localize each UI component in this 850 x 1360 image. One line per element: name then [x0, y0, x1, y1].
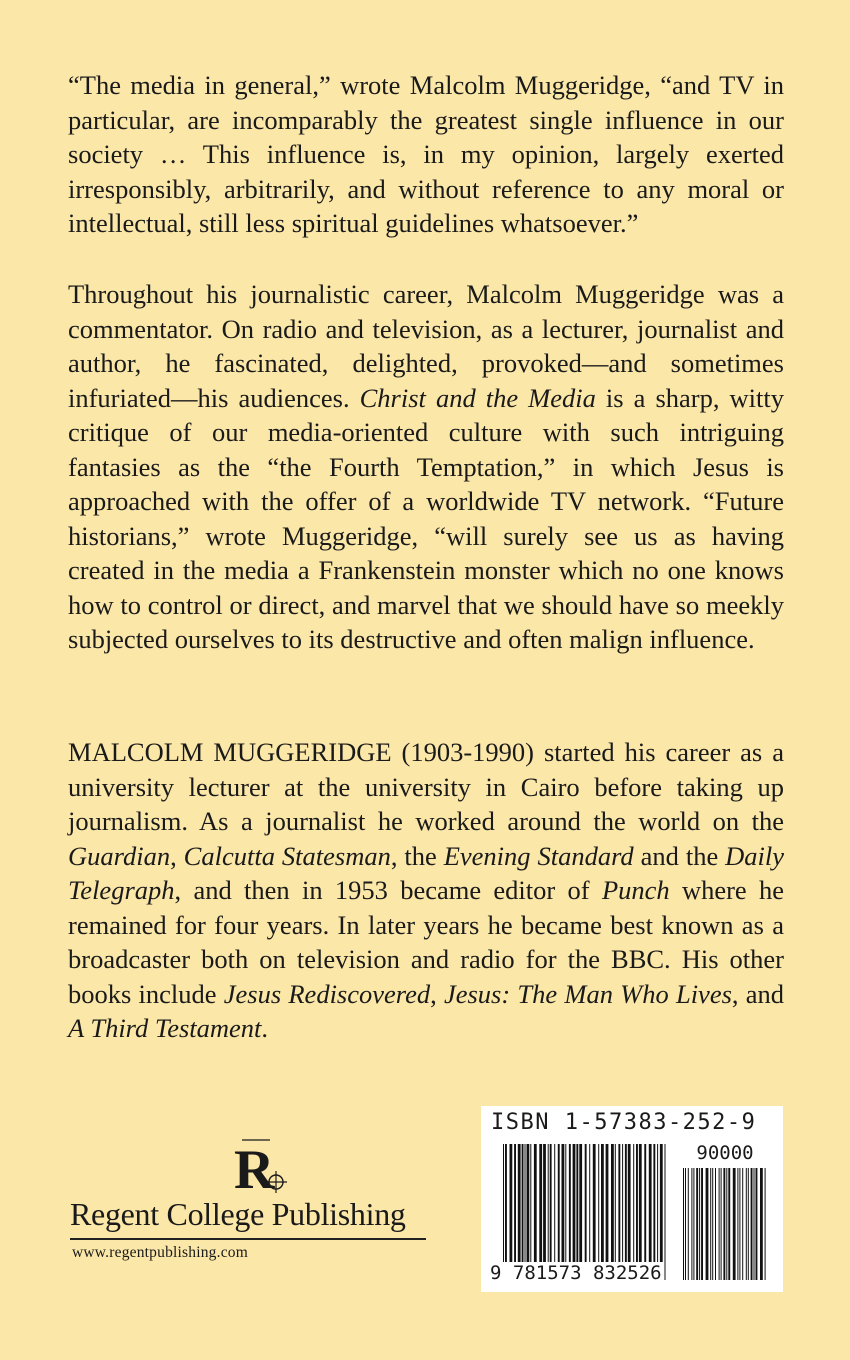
- bio-text: MALCOLM MUGGERIDGE (1903-1990) started his career as a university lecturer at the university in Cairo before taking up journalism. As a journalist he worked around the world on the: [68, 737, 784, 836]
- barcode-bar: [696, 1168, 698, 1280]
- logo-letter: R: [234, 1139, 275, 1198]
- barcode-bar: [756, 1168, 758, 1280]
- barcode-bar: [527, 1144, 530, 1280]
- barcode-bar: [693, 1168, 694, 1280]
- barcode-bar: [534, 1144, 537, 1280]
- barcode-bar: [728, 1168, 730, 1280]
- barcode-bar: [576, 1144, 578, 1280]
- barcode-bar: [618, 1144, 620, 1280]
- barcode-bar: [751, 1168, 753, 1280]
- isbn-label: ISBN 1-57383-252-9: [491, 1110, 757, 1135]
- barcode-bar: [644, 1144, 646, 1280]
- barcode-bar: [589, 1144, 590, 1280]
- barcode-bar: [628, 1144, 631, 1280]
- bio-text: , and then in 1953 became editor of: [174, 875, 602, 905]
- barcode-bar: [721, 1168, 722, 1280]
- barcode-bar: [510, 1144, 513, 1280]
- barcode-bar: [683, 1168, 684, 1280]
- publisher-logo-icon: [230, 1138, 290, 1198]
- barcode-bar: [505, 1144, 507, 1280]
- barcode-bar: [733, 1168, 736, 1280]
- barcode-bar: [742, 1168, 743, 1280]
- barcode-bar: [548, 1144, 549, 1280]
- barcode-bar: [530, 1144, 531, 1280]
- barcode-bar: [639, 1144, 642, 1280]
- barcode-bar: [611, 1144, 614, 1280]
- ean-number: 9 781573 832526: [490, 1262, 662, 1284]
- publisher-name: Regent College Publishing: [70, 1196, 406, 1232]
- publication-title: Daily Telegraph: [68, 840, 785, 905]
- book-title: Jesus Rediscovered: [223, 978, 431, 1009]
- barcode-bar: [685, 1168, 686, 1280]
- publisher-divider: [70, 1238, 426, 1240]
- barcode-bar: [633, 1144, 634, 1280]
- barcode-bar: [712, 1168, 713, 1280]
- barcode-bar: [636, 1144, 638, 1280]
- barcode-bar: [625, 1144, 627, 1280]
- barcode-bar: [657, 1144, 658, 1280]
- bio-text: , and: [731, 978, 785, 1009]
- ean-barcode-bars: [503, 1144, 667, 1280]
- book-title: Jesus: The Man Who Lives: [443, 978, 732, 1009]
- barcode-bar: [539, 1144, 542, 1280]
- publication-title: Punch: [601, 875, 670, 905]
- description-text: is a sharp, witty critique of our media-oriented culture with such intriguing fantasies as the “the Fourth Temptation,” in which Jesus is approached with the offer of a worldwide TV network. “Future historians,” wrote Muggeridge, “will surely see us as having created in the media a Frankenstein monster which no one knows how to control or direct, and marvel that we should have so meekly subjected ourselves to its destructive and often malign influence.: [68, 382, 784, 654]
- barcode-bar: [660, 1144, 663, 1280]
- barcode-bar: [543, 1144, 546, 1280]
- barcode-bar: [710, 1168, 711, 1280]
- barcode-bar: [719, 1168, 720, 1280]
- barcode-bar: [760, 1168, 763, 1280]
- barcode-bar: [503, 1144, 504, 1280]
- barcode-bar: [691, 1168, 692, 1280]
- description-text: Throughout his journalistic career, Malcolm Muggeridge was a commentator. On radio and television, as a lecturer, journalist and author, he fascinated, delighted, provoked—and sometimes infuriated—his audiences.: [68, 279, 784, 413]
- barcode-bar: [554, 1144, 555, 1280]
- barcode-bar: [558, 1144, 560, 1280]
- book-description: [68, 277, 784, 657]
- barcode-bar: [649, 1144, 652, 1280]
- barcode-bar: [565, 1144, 566, 1280]
- barcode-bar: [601, 1144, 604, 1280]
- bio-text: where he remained for four years. In later years he became best known as a broadcaster both on television and radio for the BBC. His other books include: [68, 875, 785, 1009]
- barcode-bar: [653, 1144, 655, 1280]
- barcode-bar: [514, 1144, 516, 1280]
- barcode-bar: [706, 1168, 709, 1280]
- barcode-bar: [569, 1144, 571, 1280]
- publication-title: Guardian: [68, 840, 171, 871]
- barcode-bar: [726, 1168, 727, 1280]
- barcode-bar: [606, 1144, 609, 1280]
- barcode-bar: [522, 1144, 524, 1280]
- author-bio: [68, 735, 784, 1046]
- barcode-bar: [593, 1144, 596, 1280]
- barcode-bar: [765, 1168, 766, 1280]
- bio-text: , the: [390, 840, 444, 871]
- barcode-bar: [615, 1144, 616, 1280]
- barcode-bar: [699, 1168, 700, 1280]
- barcode-bar: [746, 1168, 747, 1280]
- bio-text: .: [261, 1013, 269, 1043]
- publisher-block: [70, 1138, 430, 1268]
- barcode-bar: [562, 1144, 565, 1280]
- barcode-bar: [723, 1168, 725, 1280]
- barcode-bar: [665, 1144, 666, 1280]
- bio-text: and the: [633, 840, 726, 871]
- barcode-bar: [622, 1144, 623, 1280]
- barcode-bar: [701, 1168, 703, 1280]
- isbn-barcode: [481, 1106, 783, 1292]
- barcode-bar: [737, 1168, 738, 1280]
- barcode-bar: [748, 1168, 749, 1280]
- addon-barcode-bars: [683, 1168, 767, 1280]
- publication-title: Calcutta Statesman: [183, 840, 391, 871]
- barcode-bar: [573, 1144, 576, 1280]
- barcode-bar: [525, 1144, 526, 1280]
- barcode-bar: [715, 1168, 716, 1280]
- quote-paragraph: “The media in general,” wrote Malcolm Muggeridge, “and TV in particular, are incomparably the greatest single influence in our society … This influence is, in my opinion, largely exerted irresponsibly, arbitrarily, and without reference to any moral or intellectual, still less spiritual guidelines whatsoever.”: [68, 70, 784, 238]
- price-addon-number: 90000: [696, 1142, 754, 1164]
- publication-title: Evening Standard: [443, 840, 634, 871]
- barcode-bar: [754, 1168, 755, 1280]
- barcode-bar: [518, 1144, 521, 1280]
- barcode-bar: [688, 1168, 689, 1280]
- barcode-bar: [598, 1144, 599, 1280]
- barcode-bar: [739, 1168, 740, 1280]
- barcode-bar: [550, 1144, 552, 1280]
- bio-text: ,: [170, 840, 184, 871]
- publisher-url[interactable]: www.regentpublishing.com: [72, 1244, 248, 1261]
- barcode-bar: [585, 1144, 587, 1280]
- book-title: Christ and the Media: [359, 382, 596, 413]
- book-title: A Third Testament: [68, 1013, 262, 1043]
- bio-text: ,: [430, 978, 444, 1009]
- barcode-bar: [579, 1144, 582, 1280]
